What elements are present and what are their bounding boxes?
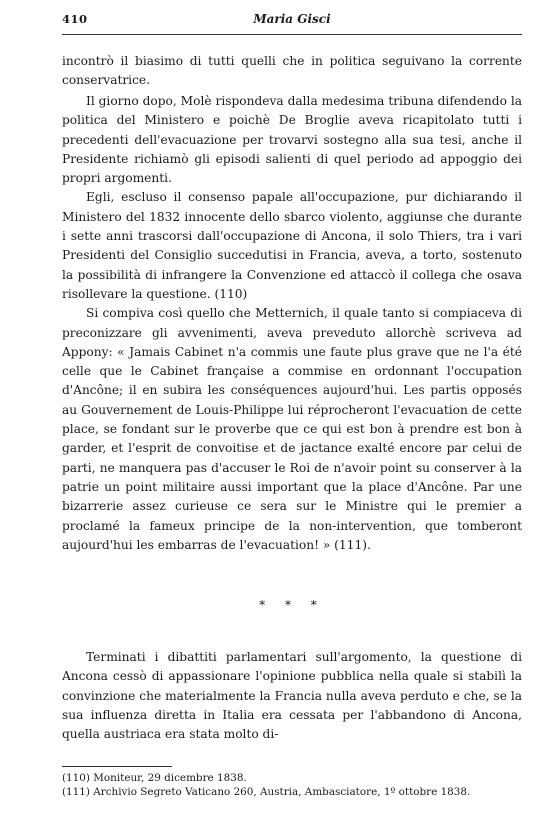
footnote-rule (62, 766, 172, 767)
running-title: Maria Gisci (253, 12, 331, 26)
paragraph: Il giorno dopo, Molè rispondeva dalla medesima tribuna difendendo la politica del Ministero e poichè De Broglie aveva ricapitolato tutti i precedenti dell'evacuazione per trovarvi sostegno alla sua tesi, anche il Presidente richiamò gli episodi salienti di quel periodo ad appoggio dei propri argomenti. (62, 94, 522, 186)
footnotes (62, 772, 522, 799)
main-text (62, 52, 522, 555)
footnote: (110) Moniteur, 29 dicembre 1838. (62, 772, 247, 784)
main-text-continued (62, 648, 522, 744)
paragraph: Si compiva così quello che Metternich, il quale tanto si compiaceva di preconizzare gli avvenimenti, aveva preveduto allorchè scriveva ad Appony: « Jamais Cabinet n'a commis une faute plus grave que ne l'a été celle que le Cabinet française a commise en ordonnant l'occupation d'Ancône; il en subira les conséquences aujourd'hui. Les partis opposés au Gouvernement de Louis-Philippe lui réprocheront l'evacuation de cette place, se fondant sur le proverbe que ce qui est bon à prendre est bon à garder, et l'esprit de convoitise et de jactance exalté encore par celui de parti, ne manquera pas d'accuser le Roi de n'avoir point su conserver à la patrie un point militaire aussi important que la place d'Ancône. Par une bizarrerie assez curieuse ce sera sur le Ministre qui le premier a proclamé la fameux principe de la non-intervention, que tomberont aujourd'hui les embarras de l'evacuation! » (111). (62, 306, 522, 552)
section-separator: * * * (259, 598, 325, 612)
page-number: 410 (62, 12, 88, 26)
header-rule (62, 34, 522, 35)
paragraph: Terminati i dibattiti parlamentari sull'argomento, la questione di Ancona cessò di appassionare l'opinione pubblica nella quale si stabilì la convinzione che materialmente la Francia nulla aveva perduto e che, se la sua influenza diretta in Italia era cessata per l'abbandono di Ancona, quella austriaca era stata molto di- (62, 650, 522, 742)
footnote: (111) Archivio Segreto Vaticano 260, Austria, Ambasciatore, 1º ottobre 1838. (62, 785, 471, 798)
paragraph: Egli, escluso il consenso papale all'occupazione, pur dichiarando il Ministero del 1832 innocente dello sbarco violento, aggiunse che durante i sette anni trascorsi dall'occupazione di Ancona, il solo Thiers, tra i vari Presidenti del Consiglio succedutisi in Francia, aveva, a torto, sostenuto la possibilità di infrangere la Convenzione ed attaccò il collega che osava risollevare la questione. (110) (62, 190, 522, 301)
paragraph: incontrò il biasimo di tutti quelli che in politica seguivano la corrente conservatrice. (62, 54, 522, 88)
page-header (62, 12, 522, 32)
